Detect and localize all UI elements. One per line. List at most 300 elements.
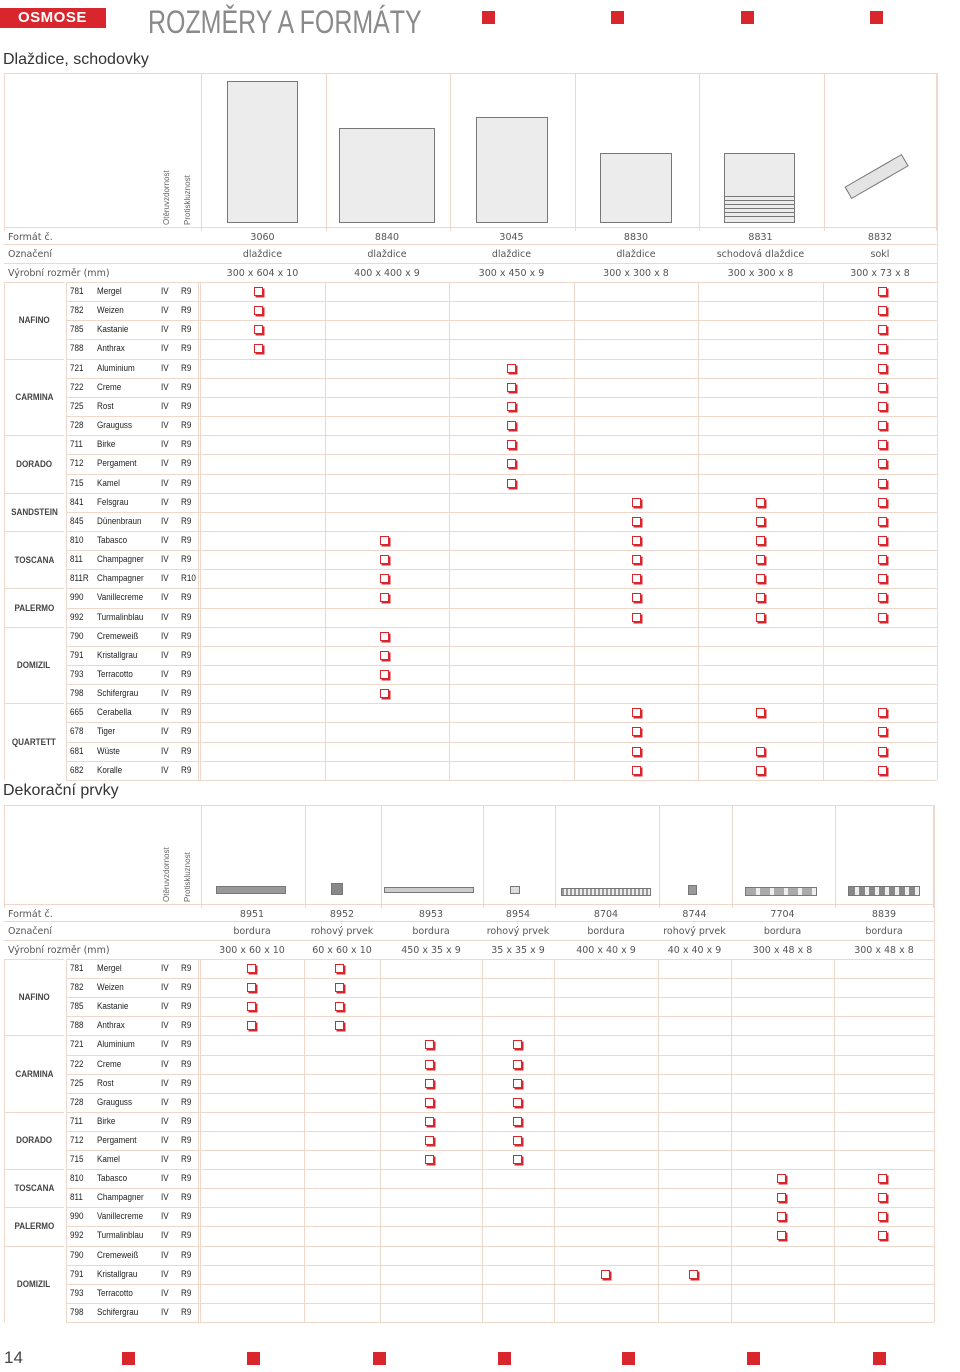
row-slip: R9 [181,1077,192,1089]
checkbox-icon [425,1155,434,1164]
table-row [66,550,937,569]
vertical-label: Protiskluznost [183,852,192,902]
row-code: 712 [70,1134,84,1146]
row-color: Tiger [97,726,116,738]
section-title-decor: Dekorační prvky [3,782,119,799]
checkbox-icon [380,651,389,660]
row-color: Birke [97,439,116,451]
table-row [66,1016,934,1035]
header-row-size [4,940,934,959]
column-divider [449,282,450,780]
image-cell [824,74,938,231]
row-code: 845 [70,515,84,527]
vertical-label: Protiskluznost [183,175,192,225]
group-label [4,1246,64,1322]
column-divider [66,282,67,780]
checkbox-icon [632,555,641,564]
column-divider [554,959,555,1322]
checkbox-icon [878,574,887,583]
row-code: 790 [70,630,84,642]
header-value: bordura [412,926,450,937]
header-value: bordura [865,926,903,937]
checkbox-icon [878,766,887,775]
header-value: 300 x 300 x 8 [727,268,794,279]
row-abrasion: IV [161,400,169,412]
group-name: CARMINA [14,1068,54,1080]
header-value: 300 x 48 x 8 [752,945,813,956]
header-value: 3060 [250,232,275,243]
table-row [66,1074,934,1093]
row-code: 788 [70,1020,84,1032]
column-divider [937,73,938,780]
row-slip: R9 [181,496,192,508]
row-color: Turmalinblau [97,1230,144,1242]
checkbox-icon [878,1193,887,1202]
table-row [66,761,937,780]
column-divider [934,805,935,1322]
row-slip: R9 [181,982,192,994]
column-divider [574,282,575,780]
table-row [66,1303,934,1322]
checkbox-icon [878,383,887,392]
red-square-marker [498,1352,511,1365]
group-name: PALERMO [14,602,54,614]
group-label [4,703,64,780]
checkbox-icon [632,613,641,622]
table-row [66,1207,934,1226]
checkbox-icon [878,613,887,622]
group-name: DORADO [16,1135,52,1147]
row-code: 990 [70,592,84,604]
red-square-marker [482,11,495,24]
table-row [66,665,937,684]
table-row [66,282,937,301]
row-slip: R9 [181,649,192,661]
row-color: Tabasco [97,534,128,546]
checkbox-icon [425,1098,434,1107]
row-color: Weizen [97,305,124,317]
group-label [4,493,64,531]
red-square-marker [622,1352,635,1365]
table-row [66,1188,934,1207]
row-abrasion: IV [161,554,169,566]
checkbox-icon [507,479,516,488]
checkbox-icon [513,1079,522,1088]
header-value: 3045 [499,232,524,243]
row-abrasion: IV [161,1211,169,1223]
row-color: Rost [97,400,114,412]
group-label [4,1169,64,1207]
header-value: 300 x 450 x 9 [478,268,545,279]
header-label: Formát č. [8,232,53,243]
row-slip: R9 [181,764,192,776]
decor-shape [848,886,920,896]
column-divider [482,959,483,1322]
red-square-marker [611,11,624,24]
row-code: 711 [70,439,83,451]
row-color: Koralle [97,764,123,776]
header-value: rohový prvek [310,926,374,937]
row-code: 790 [70,1249,84,1261]
group-name: SANDSTEIN [10,506,58,518]
checkbox-icon [513,1040,522,1049]
group-name: NAFINO [18,315,50,327]
row-color: Anthrax [97,343,125,355]
row-slip: R9 [181,611,192,623]
decor-shape [331,883,343,895]
column-divider [200,959,201,1322]
row-code: 791 [70,1268,84,1280]
table-row [66,588,937,607]
checkbox-icon [878,440,887,449]
row-code: 793 [70,1287,84,1299]
decor-shape [510,886,520,894]
checkbox-icon [689,1270,698,1279]
row-color: Felsgrau [97,496,129,508]
row-code: 992 [70,611,84,623]
checkbox-icon [513,1098,522,1107]
checkbox-icon [756,593,765,602]
group-label [4,435,64,492]
table-row [66,703,937,722]
checkbox-icon [632,727,641,736]
header-row-size [4,263,937,282]
row-slip: R9 [181,1058,192,1070]
group-label [4,627,64,704]
table-row [66,435,937,454]
row-color: Birke [97,1115,116,1127]
row-color: Aluminium [97,1039,135,1051]
row-code: 782 [70,982,84,994]
header-row-name [4,921,934,940]
checkbox-icon [756,517,765,526]
row-color: Kristallgrau [97,649,138,661]
group-name: DOMIZIL [17,659,51,671]
column-divider [698,282,699,780]
stair-line [725,204,794,205]
stair-line [725,208,794,209]
row-abrasion: IV [161,1115,169,1127]
row-slip: R9 [181,477,192,489]
row-code: 665 [70,707,84,719]
column-divider [200,282,201,780]
row-abrasion: IV [161,1077,169,1089]
header-value: dlaždice [367,249,407,260]
header-value: 300 x 60 x 10 [219,945,285,956]
checkbox-icon [878,555,887,564]
table-row [66,1169,934,1188]
row-slip: R9 [181,745,192,757]
row-abrasion: IV [161,982,169,994]
row-slip: R9 [181,1268,192,1280]
header-value: 8831 [748,232,773,243]
header-row-name [4,244,937,263]
row-code: 722 [70,381,84,393]
row-color: Cremeweiß [97,1249,139,1261]
checkbox-icon [878,364,887,373]
row-color: Kamel [97,477,120,489]
stair-line [725,196,794,197]
column-divider [380,959,381,1322]
row-color: Kamel [97,1154,120,1165]
header-value: 8953 [418,909,444,920]
row-abrasion: IV [161,381,169,393]
group-name: DORADO [16,458,52,470]
header-value: rohový prvek [663,926,726,937]
row-slip: R9 [181,439,192,451]
row-code: 781 [70,963,84,974]
checkbox-icon [425,1040,434,1049]
checkbox-icon [254,306,263,315]
column-divider [198,959,199,1322]
checkbox-icon [507,459,516,468]
row-abrasion: IV [161,1154,169,1165]
group-name: CARMINA [14,391,54,403]
row-code: 722 [70,1058,84,1070]
row-code: 992 [70,1230,84,1242]
checkbox-icon [513,1136,522,1145]
table-row [66,512,937,531]
header-value: 60 x 60 x 10 [312,945,372,956]
row-code: 721 [70,1039,84,1051]
header-value: bordura [233,926,271,937]
group-name: PALERMO [14,1221,54,1233]
header-value: 300 x 604 x 10 [226,268,299,279]
header-label: Označení [8,249,53,260]
tile-shape [227,81,298,223]
row-slip: R9 [181,1211,192,1223]
row-color: Vanillecreme [97,1211,144,1223]
checkbox-icon [601,1270,610,1279]
row-abrasion: IV [161,420,169,432]
row-code: 798 [70,688,84,700]
checkbox-icon [254,325,263,334]
checkbox-icon [507,364,516,373]
row-code: 728 [70,1096,84,1108]
header-value: dlaždice [616,249,656,260]
tile-shape [339,128,435,223]
row-code: 678 [70,726,84,738]
row-slip: R9 [181,1115,192,1127]
header-value: 7704 [770,909,795,920]
row-color: Champagner [97,1192,144,1204]
row-code: 715 [70,1154,84,1165]
row-color: Schifergrau [97,688,139,700]
row-code: 798 [70,1306,84,1318]
row-color: Terracotto [97,669,133,680]
row-color: Aluminium [97,362,135,374]
checkbox-icon [254,344,263,353]
header-value: 400 x 40 x 9 [576,945,636,956]
row-color: Kastanie [97,1001,129,1013]
checkbox-icon [507,402,516,411]
row-color: Champagner [97,573,144,585]
table-row [66,378,937,397]
column-divider [834,959,835,1322]
checkbox-icon [878,287,887,296]
row-color: Creme [97,381,122,393]
column-divider [4,282,5,780]
row-code: 781 [70,286,84,297]
row-code: 721 [70,362,84,374]
header-value: 300 x 48 x 8 [854,945,914,956]
row-slip: R9 [181,458,192,470]
row-slip: R9 [181,1096,192,1108]
row-color: Rost [97,1077,114,1089]
header-label: Výrobní rozměr (mm) [8,268,110,279]
table-row [66,569,937,588]
checkbox-icon [756,708,765,717]
row-abrasion: IV [161,649,169,661]
table-row [66,1226,934,1245]
row-abrasion: IV [161,1001,169,1013]
row-slip: R9 [181,707,192,719]
checkbox-icon [756,766,765,775]
row-abrasion: IV [161,669,169,680]
checkbox-icon [632,536,641,545]
group-label [4,1112,64,1169]
row-slip: R9 [181,726,192,738]
checkbox-icon [878,747,887,756]
checkbox-icon [380,536,389,545]
column-divider [66,959,67,1322]
table-row [66,684,937,703]
row-color: Anthrax [97,1020,125,1032]
checkbox-icon [254,287,263,296]
checkbox-icon [380,689,389,698]
row-abrasion: IV [161,1230,169,1242]
tile-shape [476,117,548,223]
row-abrasion: IV [161,496,169,508]
row-code: 712 [70,458,84,470]
header-value: 8744 [682,909,707,920]
row-slip: R9 [181,343,192,355]
row-slip: R9 [181,963,192,974]
row-abrasion: IV [161,1020,169,1032]
table-row [66,301,937,320]
column-divider [4,959,5,1322]
header-value: dlaždice [242,249,283,260]
header-value: dlaždice [491,249,532,260]
red-square-marker [373,1352,386,1365]
row-slip: R9 [181,688,192,700]
checkbox-icon [756,498,765,507]
row-abrasion: IV [161,1306,169,1318]
checkbox-icon [632,708,641,717]
row-code: 728 [70,420,84,432]
header-value: 8954 [505,909,531,920]
header-value: 8704 [593,909,619,920]
checkbox-icon [878,1212,887,1221]
row-abrasion: IV [161,707,169,719]
checkbox-icon [335,1021,344,1030]
row-slip: R10 [181,573,196,585]
checkbox-icon [380,555,389,564]
row-color: Grauguss [97,1096,133,1108]
row-code: 681 [70,745,84,757]
row-slip: R9 [181,630,192,642]
checkbox-icon [507,440,516,449]
checkbox-icon [878,517,887,526]
table-row [66,1093,934,1112]
row-slip: R9 [181,554,192,566]
checkbox-icon [878,459,887,468]
row-slip: R9 [181,1192,192,1204]
checkbox-icon [632,498,641,507]
row-color: Kastanie [97,324,129,336]
row-abrasion: IV [161,1173,169,1185]
checkbox-icon [878,593,887,602]
checkbox-icon [507,383,516,392]
red-square-marker [741,11,754,24]
row-color: Creme [97,1058,122,1070]
header-value: 300 x 73 x 8 [850,268,910,279]
row-slip: R9 [181,381,192,393]
row-slip: R9 [181,1039,192,1051]
row-abrasion: IV [161,343,169,355]
image-row [4,73,937,231]
row-abrasion: IV [161,1096,169,1108]
table-row [66,742,937,761]
image-cell [305,806,381,908]
row-color: Vanillecreme [97,592,144,604]
checkbox-icon [507,421,516,430]
table-row [66,608,937,627]
checkbox-icon [632,517,641,526]
row-color: Weizen [97,982,124,994]
checkbox-icon [335,1002,344,1011]
header-value: bordura [587,926,625,937]
checkbox-icon [513,1117,522,1126]
row-slip: R9 [181,305,192,317]
table-row [66,1035,934,1054]
group-name: QUARTETT [12,736,56,748]
table-row [66,1246,934,1265]
row-abrasion: IV [161,286,169,297]
row-abrasion: IV [161,688,169,700]
row-code: 841 [70,496,84,508]
table-row [66,1150,934,1169]
table-row [66,397,937,416]
section-title-tiles: Dlaždice, schodovky [3,51,149,68]
red-square-marker [747,1352,760,1365]
header-value: 8952 [329,909,355,920]
table-row [66,359,937,378]
row-color: Terracotto [97,1287,133,1299]
checkbox-icon [756,555,765,564]
checkbox-icon [878,536,887,545]
table-row [66,416,937,435]
checkbox-icon [878,708,887,717]
row-code: 725 [70,1077,84,1089]
header-value: 300 x 300 x 8 [603,268,669,279]
table-row [66,339,937,358]
row-abrasion: IV [161,1058,169,1070]
table-bottom-border [66,780,937,781]
checkbox-icon [878,325,887,334]
row-slip: R9 [181,362,192,374]
row-color: Mergel [97,963,122,974]
row-color: Turmalinblau [97,611,144,623]
decor-shape [745,887,817,896]
row-abrasion: IV [161,1134,169,1146]
row-code: 793 [70,669,84,680]
checkbox-icon [632,747,641,756]
checkbox-icon [632,766,641,775]
header-label: Výrobní rozměr (mm) [8,945,110,956]
row-abrasion: IV [161,1192,169,1204]
table-row [66,959,934,978]
